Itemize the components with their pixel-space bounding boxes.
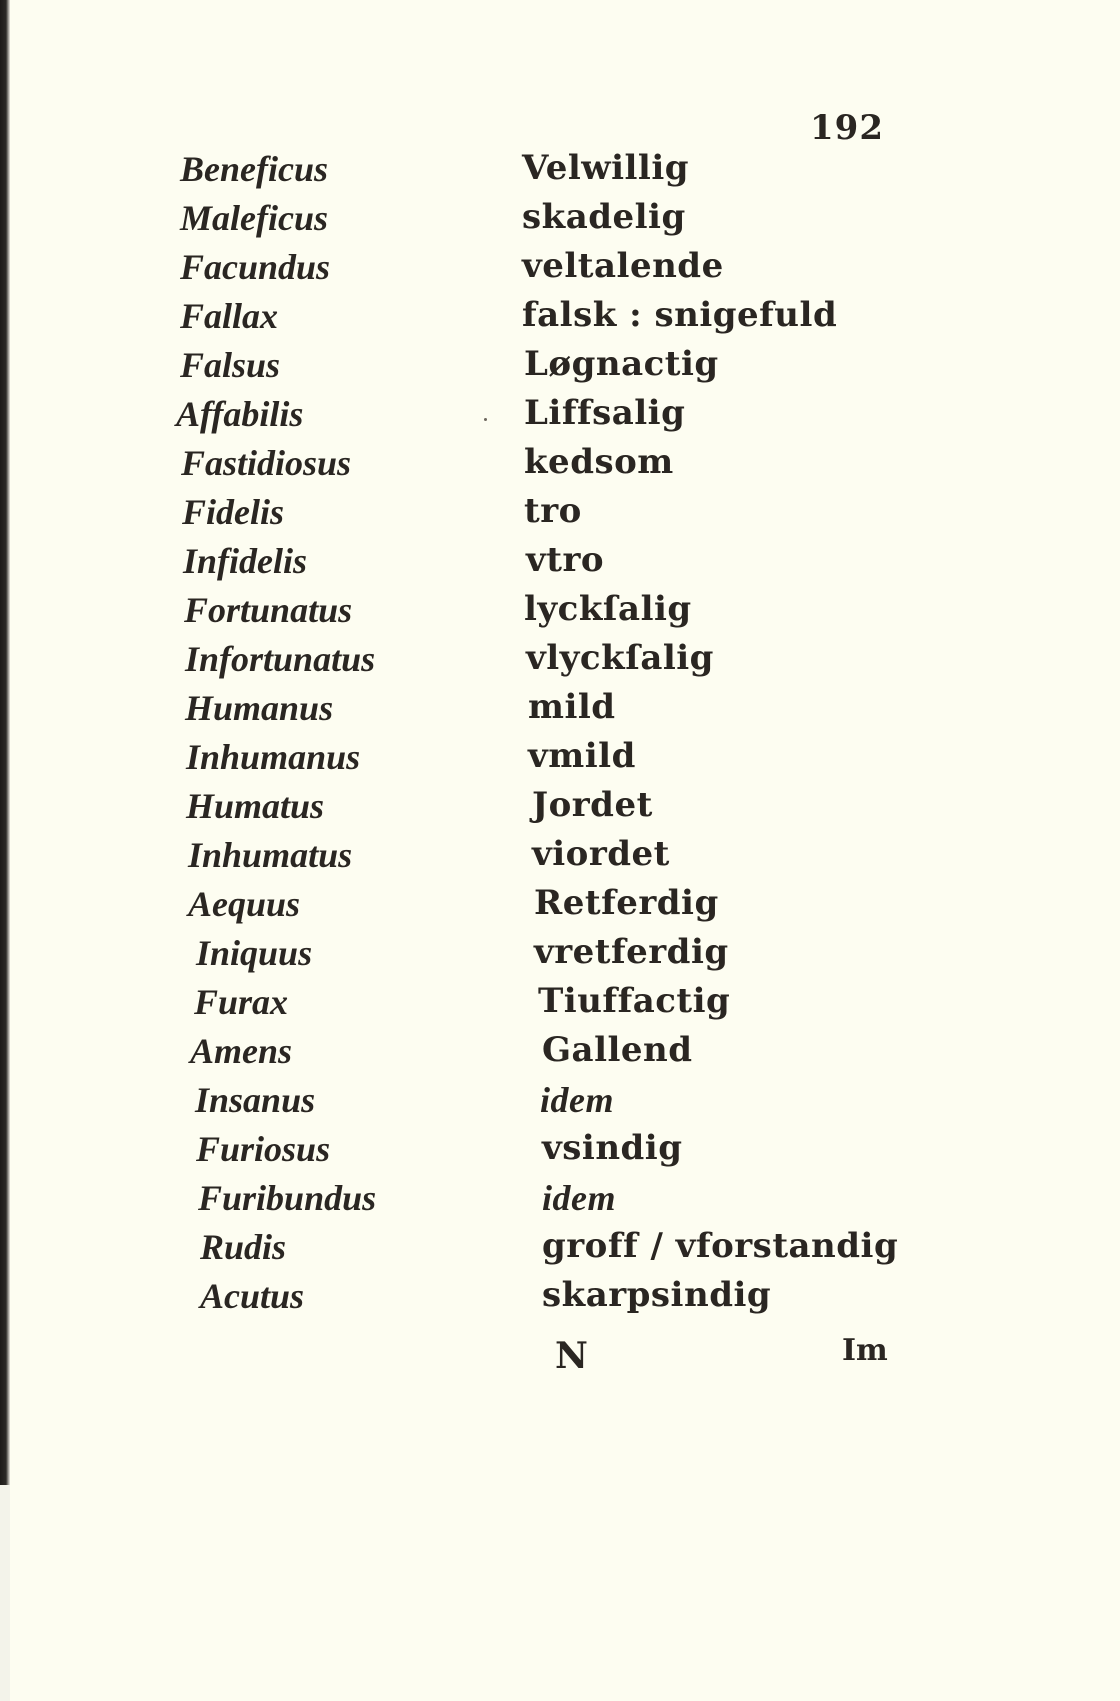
page-number: 192	[810, 108, 884, 148]
latin-term: Infortunatus	[185, 639, 376, 679]
glossary-row	[0, 736, 1120, 785]
signature-mark: N	[555, 1335, 588, 1377]
glossary-row	[0, 197, 1120, 246]
danish-term: Velwillig	[522, 148, 690, 188]
latin-term: Amens	[190, 1031, 293, 1071]
danish-term: tro	[524, 491, 582, 531]
danish-term: kedsom	[524, 442, 674, 482]
danish-term: lyckſalig	[524, 589, 692, 629]
glossary-row	[0, 491, 1120, 540]
glossary-row	[0, 1226, 1120, 1275]
danish-term: skadelig	[522, 197, 686, 237]
danish-term: vmild	[528, 736, 636, 776]
latin-term: Humatus	[186, 786, 325, 826]
glossary-row	[0, 785, 1120, 834]
glossary-row	[0, 1177, 1120, 1226]
latin-term: Furibundus	[198, 1178, 377, 1218]
latin-term: Acutus	[200, 1276, 305, 1316]
danish-term: groff / vforstandig	[542, 1226, 899, 1266]
glossary-row	[0, 1275, 1120, 1324]
latin-term: Aequus	[188, 884, 301, 924]
danish-term: idem	[540, 1080, 614, 1120]
latin-term: Fidelis	[182, 492, 285, 532]
glossary-row	[0, 638, 1120, 687]
catchword: Im	[842, 1333, 888, 1368]
latin-term: Rudis	[200, 1227, 287, 1267]
latin-term: Beneficus	[180, 149, 328, 189]
danish-term: Liffsalig	[524, 393, 686, 433]
glossary-row	[0, 344, 1120, 393]
glossary-row	[0, 883, 1120, 932]
glossary-row	[0, 295, 1120, 344]
glossary-row	[0, 1030, 1120, 1079]
danish-term: viordet	[532, 834, 670, 874]
page-edge-gap	[0, 1485, 10, 1701]
glossary-row	[0, 834, 1120, 883]
latin-term: Furax	[194, 982, 289, 1022]
danish-term: Løgnactig	[524, 344, 719, 384]
glossary-list	[0, 148, 1120, 1324]
glossary-row	[0, 148, 1120, 197]
danish-term: Jordet	[532, 785, 653, 825]
danish-term: idem	[542, 1178, 616, 1218]
latin-term: Humanus	[185, 688, 334, 728]
glossary-row	[0, 442, 1120, 491]
danish-term: Tiuffactig	[538, 981, 731, 1021]
glossary-row	[0, 932, 1120, 981]
latin-term: Falsus	[180, 345, 281, 385]
latin-term: Fallax	[180, 296, 279, 336]
danish-term: skarpsindig	[542, 1275, 772, 1315]
latin-term: Inhumatus	[188, 835, 353, 875]
danish-term: mild	[528, 687, 616, 727]
glossary-row	[0, 393, 1120, 442]
latin-term: Fortunatus	[184, 590, 353, 630]
danish-term: vsindig	[542, 1128, 683, 1168]
glossary-row	[0, 1128, 1120, 1177]
latin-term: Furiosus	[196, 1129, 331, 1169]
latin-term: Iniquus	[196, 933, 313, 973]
glossary-row	[0, 1079, 1120, 1128]
latin-term: Maleficus	[180, 198, 328, 238]
glossary-row	[0, 589, 1120, 638]
latin-term: Fastidiosus	[181, 443, 352, 483]
latin-term: Infidelis	[183, 541, 308, 581]
danish-term: Retferdig	[534, 883, 719, 923]
danish-term: vlyckſalig	[526, 638, 714, 678]
glossary-row	[0, 246, 1120, 295]
glossary-row	[0, 540, 1120, 589]
danish-term: veltalende	[522, 246, 724, 286]
danish-term: vtro	[526, 540, 605, 580]
danish-term: vretferdig	[534, 932, 729, 972]
latin-term: Insanus	[195, 1080, 316, 1120]
glossary-row	[0, 981, 1120, 1030]
latin-term: Inhumanus	[186, 737, 361, 777]
danish-term: falsk : snigefuld	[522, 295, 838, 335]
glossary-row	[0, 687, 1120, 736]
danish-term: Gallend	[542, 1030, 693, 1070]
latin-term: Affabilis	[176, 394, 304, 434]
latin-term: Facundus	[180, 247, 331, 287]
